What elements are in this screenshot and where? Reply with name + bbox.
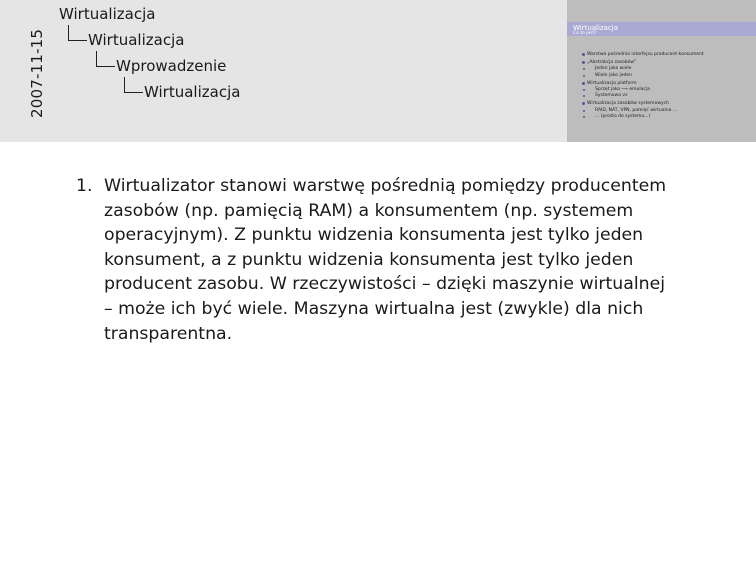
slide-header	[0, 0, 756, 142]
thumbnail-subitem: Systemowa vs	[587, 93, 753, 99]
slide-date: 2007-11-15	[28, 28, 46, 118]
list-item-text: Wirtualizator stanowi warstwę pośrednią pomiędzy producentem zasobów (np. pamięcią RAM) a konsumentem (np. systemem operacyjnym). Z punktu widzenia konsumenta jest tylko jeden konsument, a z punktu widzenia konsumenta jest tylko jeden producent zasobu. W rzeczywistości – dzięki maszynie wirtualnej – może ich być wiele. Maszyna wirtualna jest (zwykle) dla nich transparentna.	[104, 176, 667, 344]
thumbnail-subitem: Sprzęt jako ⟶ emulacja	[587, 87, 753, 93]
thumbnail-title: Wirtualizacja	[573, 24, 618, 32]
breadcrumb-level-3: Wprowadzenie	[116, 57, 227, 75]
tree-connector-2	[96, 51, 115, 67]
thumbnail-item: „Abstrakcja zasobów”	[587, 60, 753, 66]
list-item-number: 1.	[76, 176, 93, 196]
thumbnail-subitem: ... (prosto do systemu...)	[587, 114, 753, 120]
thumbnail-subtitle: Co to jest?	[573, 31, 597, 36]
thumbnail-subitem: RAID, NAT, VPN, pamięć wirtualna ...	[587, 108, 753, 114]
tree-connector-1	[68, 25, 87, 41]
thumbnail-item: Wirtualizacja zasobów systemowych	[587, 101, 753, 107]
slide-thumbnail	[567, 0, 756, 142]
thumbnail-subitem: Jeden jako wiele	[587, 66, 753, 72]
breadcrumb-level-4: Wirtualizacja	[144, 83, 241, 101]
thumbnail-item: Warstwa pośrednia interfejsu producent-konsument	[587, 52, 753, 58]
tree-connector-3	[124, 77, 143, 93]
breadcrumb-level-2: Wirtualizacja	[88, 31, 185, 49]
notes-list	[76, 174, 676, 346]
thumbnail-body	[587, 52, 753, 120]
thumbnail-item: Wirtualizacja platform	[587, 81, 753, 87]
breadcrumb-level-1: Wirtualizacja	[59, 5, 156, 23]
list-item	[76, 174, 676, 346]
thumbnail-subitem: Wiele jako jeden	[587, 73, 753, 79]
